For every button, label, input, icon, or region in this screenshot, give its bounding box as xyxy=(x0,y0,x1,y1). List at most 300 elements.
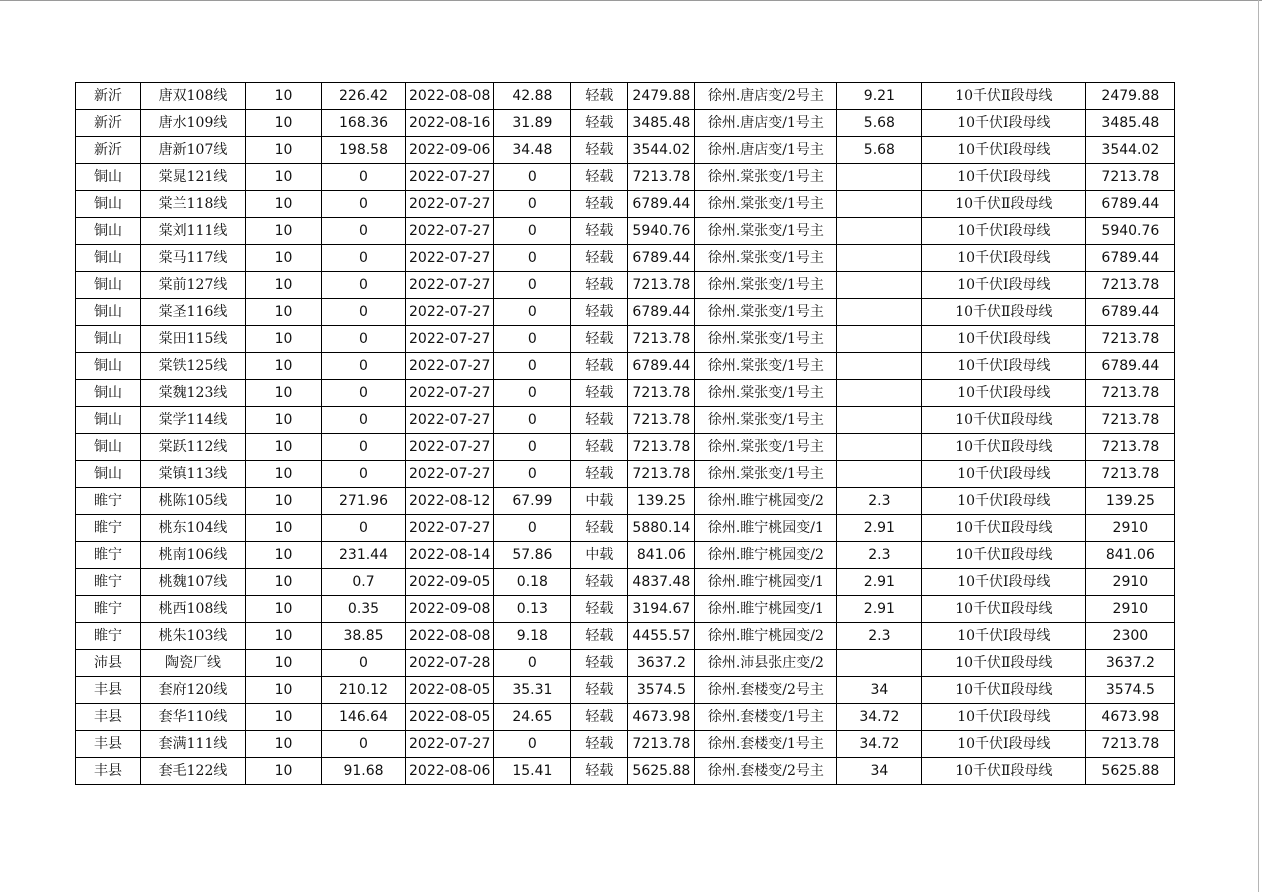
page-top-border xyxy=(0,0,1262,1)
page-right-border xyxy=(1258,0,1259,892)
busbar-cell: 10千伏Ⅰ段母线 xyxy=(922,245,1086,272)
table-row xyxy=(76,515,1175,542)
region-cell: 睢宁 xyxy=(76,569,141,596)
busbar-cell: 10千伏Ⅰ段母线 xyxy=(922,272,1086,299)
voltage-cell: 10 xyxy=(246,191,322,218)
rate-cell: 0 xyxy=(494,245,571,272)
status-cell: 轻载 xyxy=(571,569,628,596)
status-cell: 轻载 xyxy=(571,299,628,326)
impedance-cell: 2.91 xyxy=(837,596,922,623)
voltage-cell: 10 xyxy=(246,623,322,650)
rate-cell: 57.86 xyxy=(494,542,571,569)
rate-cell: 42.88 xyxy=(494,83,571,110)
rate-cell: 24.65 xyxy=(494,704,571,731)
voltage-cell: 10 xyxy=(246,353,322,380)
line-name-cell: 套府120线 xyxy=(141,677,246,704)
line-name-cell: 棠田115线 xyxy=(141,326,246,353)
voltage-cell: 10 xyxy=(246,137,322,164)
capacity2-cell: 7213.78 xyxy=(1086,326,1175,353)
capacity2-cell: 6789.44 xyxy=(1086,299,1175,326)
capacity2-cell: 7213.78 xyxy=(1086,380,1175,407)
status-cell: 轻载 xyxy=(571,434,628,461)
rate-cell: 0 xyxy=(494,218,571,245)
capacity-cell: 5880.14 xyxy=(628,515,695,542)
capacity2-cell: 3485.48 xyxy=(1086,110,1175,137)
load-cell: 0 xyxy=(322,299,406,326)
status-cell: 轻载 xyxy=(571,731,628,758)
status-cell: 轻载 xyxy=(571,461,628,488)
busbar-cell: 10千伏Ⅱ段母线 xyxy=(922,407,1086,434)
table-row xyxy=(76,245,1175,272)
busbar-cell: 10千伏Ⅰ段母线 xyxy=(922,137,1086,164)
busbar-cell: 10千伏Ⅱ段母线 xyxy=(922,191,1086,218)
capacity-cell: 139.25 xyxy=(628,488,695,515)
status-cell: 轻载 xyxy=(571,704,628,731)
status-cell: 轻载 xyxy=(571,380,628,407)
capacity-cell: 7213.78 xyxy=(628,407,695,434)
voltage-cell: 10 xyxy=(246,596,322,623)
region-cell: 新沂 xyxy=(76,83,141,110)
table-row xyxy=(76,488,1175,515)
region-cell: 铜山 xyxy=(76,407,141,434)
busbar-cell: 10千伏Ⅰ段母线 xyxy=(922,623,1086,650)
line-name-cell: 桃陈105线 xyxy=(141,488,246,515)
date-cell: 2022-09-08 xyxy=(406,596,494,623)
capacity2-cell: 6789.44 xyxy=(1086,353,1175,380)
table-row xyxy=(76,164,1175,191)
date-cell: 2022-08-05 xyxy=(406,704,494,731)
load-cell: 210.12 xyxy=(322,677,406,704)
capacity-cell: 5940.76 xyxy=(628,218,695,245)
line-name-cell: 唐水109线 xyxy=(141,110,246,137)
line-name-cell: 棠镇113线 xyxy=(141,461,246,488)
capacity-cell: 6789.44 xyxy=(628,353,695,380)
line-name-cell: 桃魏107线 xyxy=(141,569,246,596)
busbar-cell: 10千伏Ⅰ段母线 xyxy=(922,110,1086,137)
table-body xyxy=(76,83,1175,785)
capacity-cell: 7213.78 xyxy=(628,434,695,461)
load-cell: 226.42 xyxy=(322,83,406,110)
load-cell: 168.36 xyxy=(322,110,406,137)
busbar-cell: 10千伏Ⅱ段母线 xyxy=(922,758,1086,785)
busbar-cell: 10千伏Ⅰ段母线 xyxy=(922,353,1086,380)
capacity-cell: 2479.88 xyxy=(628,83,695,110)
substation-cell: 徐州.睢宁桃园变/1 xyxy=(695,569,837,596)
status-cell: 轻载 xyxy=(571,758,628,785)
table-row xyxy=(76,110,1175,137)
status-cell: 轻载 xyxy=(571,191,628,218)
rate-cell: 0 xyxy=(494,461,571,488)
date-cell: 2022-08-08 xyxy=(406,83,494,110)
status-cell: 轻载 xyxy=(571,272,628,299)
busbar-cell: 10千伏Ⅰ段母线 xyxy=(922,488,1086,515)
voltage-cell: 10 xyxy=(246,677,322,704)
date-cell: 2022-07-27 xyxy=(406,272,494,299)
date-cell: 2022-07-27 xyxy=(406,164,494,191)
substation-cell: 徐州.棠张变/1号主 xyxy=(695,353,837,380)
status-cell: 轻载 xyxy=(571,353,628,380)
status-cell: 中载 xyxy=(571,488,628,515)
capacity2-cell: 6789.44 xyxy=(1086,245,1175,272)
region-cell: 新沂 xyxy=(76,110,141,137)
load-cell: 0 xyxy=(322,272,406,299)
voltage-cell: 10 xyxy=(246,164,322,191)
busbar-cell: 10千伏Ⅱ段母线 xyxy=(922,596,1086,623)
load-cell: 91.68 xyxy=(322,758,406,785)
load-cell: 0 xyxy=(322,380,406,407)
date-cell: 2022-08-12 xyxy=(406,488,494,515)
date-cell: 2022-07-28 xyxy=(406,650,494,677)
date-cell: 2022-07-27 xyxy=(406,434,494,461)
date-cell: 2022-07-27 xyxy=(406,245,494,272)
date-cell: 2022-07-27 xyxy=(406,299,494,326)
line-name-cell: 唐双108线 xyxy=(141,83,246,110)
substation-cell: 徐州.棠张变/1号主 xyxy=(695,326,837,353)
status-cell: 轻载 xyxy=(571,164,628,191)
substation-cell: 徐州.睢宁桃园变/2 xyxy=(695,488,837,515)
date-cell: 2022-08-05 xyxy=(406,677,494,704)
region-cell: 铜山 xyxy=(76,380,141,407)
load-cell: 38.85 xyxy=(322,623,406,650)
line-name-cell: 棠兰118线 xyxy=(141,191,246,218)
substation-cell: 徐州.睢宁桃园变/1 xyxy=(695,515,837,542)
impedance-cell xyxy=(837,353,922,380)
region-cell: 睢宁 xyxy=(76,623,141,650)
region-cell: 沛县 xyxy=(76,650,141,677)
voltage-cell: 10 xyxy=(246,650,322,677)
busbar-cell: 10千伏Ⅱ段母线 xyxy=(922,542,1086,569)
rate-cell: 0 xyxy=(494,650,571,677)
substation-cell: 徐州.套楼变/2号主 xyxy=(695,758,837,785)
voltage-cell: 10 xyxy=(246,515,322,542)
table-row xyxy=(76,137,1175,164)
voltage-cell: 10 xyxy=(246,542,322,569)
capacity-cell: 6789.44 xyxy=(628,299,695,326)
impedance-cell xyxy=(837,272,922,299)
substation-cell: 徐州.棠张变/1号主 xyxy=(695,245,837,272)
substation-cell: 徐州.棠张变/1号主 xyxy=(695,461,837,488)
load-cell: 0 xyxy=(322,731,406,758)
load-cell: 0.35 xyxy=(322,596,406,623)
table-row xyxy=(76,704,1175,731)
date-cell: 2022-08-06 xyxy=(406,758,494,785)
impedance-cell: 34.72 xyxy=(837,731,922,758)
table-row xyxy=(76,758,1175,785)
substation-cell: 徐州.棠张变/1号主 xyxy=(695,407,837,434)
rate-cell: 0 xyxy=(494,380,571,407)
capacity2-cell: 5940.76 xyxy=(1086,218,1175,245)
line-name-cell: 套华110线 xyxy=(141,704,246,731)
capacity-cell: 7213.78 xyxy=(628,380,695,407)
voltage-cell: 10 xyxy=(246,299,322,326)
table-row xyxy=(76,434,1175,461)
substation-cell: 徐州.套楼变/2号主 xyxy=(695,677,837,704)
region-cell: 睢宁 xyxy=(76,488,141,515)
line-name-cell: 桃南106线 xyxy=(141,542,246,569)
capacity2-cell: 6789.44 xyxy=(1086,191,1175,218)
load-cell: 146.64 xyxy=(322,704,406,731)
rate-cell: 31.89 xyxy=(494,110,571,137)
capacity2-cell: 4673.98 xyxy=(1086,704,1175,731)
line-name-cell: 棠圣116线 xyxy=(141,299,246,326)
rate-cell: 0 xyxy=(494,299,571,326)
substation-cell: 徐州.睢宁桃园变/1 xyxy=(695,596,837,623)
rate-cell: 0 xyxy=(494,191,571,218)
line-name-cell: 桃西108线 xyxy=(141,596,246,623)
region-cell: 铜山 xyxy=(76,353,141,380)
status-cell: 轻载 xyxy=(571,515,628,542)
region-cell: 铜山 xyxy=(76,326,141,353)
substation-cell: 徐州.唐店变/1号主 xyxy=(695,137,837,164)
capacity2-cell: 2910 xyxy=(1086,596,1175,623)
capacity-cell: 4455.57 xyxy=(628,623,695,650)
load-cell: 271.96 xyxy=(322,488,406,515)
voltage-cell: 10 xyxy=(246,83,322,110)
impedance-cell: 9.21 xyxy=(837,83,922,110)
line-name-cell: 桃朱103线 xyxy=(141,623,246,650)
capacity-cell: 3194.67 xyxy=(628,596,695,623)
impedance-cell xyxy=(837,299,922,326)
region-cell: 铜山 xyxy=(76,191,141,218)
table-row xyxy=(76,83,1175,110)
load-cell: 0 xyxy=(322,218,406,245)
load-cell: 0 xyxy=(322,164,406,191)
line-name-cell: 陶瓷厂线 xyxy=(141,650,246,677)
region-cell: 丰县 xyxy=(76,677,141,704)
substation-cell: 徐州.棠张变/1号主 xyxy=(695,218,837,245)
busbar-cell: 10千伏Ⅰ段母线 xyxy=(922,326,1086,353)
date-cell: 2022-07-27 xyxy=(406,407,494,434)
region-cell: 铜山 xyxy=(76,245,141,272)
voltage-cell: 10 xyxy=(246,245,322,272)
load-cell: 0 xyxy=(322,407,406,434)
line-name-cell: 唐新107线 xyxy=(141,137,246,164)
busbar-cell: 10千伏Ⅱ段母线 xyxy=(922,650,1086,677)
table-row xyxy=(76,353,1175,380)
table-row xyxy=(76,218,1175,245)
load-cell: 0.7 xyxy=(322,569,406,596)
table-row xyxy=(76,623,1175,650)
rate-cell: 34.48 xyxy=(494,137,571,164)
region-cell: 睢宁 xyxy=(76,515,141,542)
capacity2-cell: 3637.2 xyxy=(1086,650,1175,677)
region-cell: 铜山 xyxy=(76,272,141,299)
busbar-cell: 10千伏Ⅰ段母线 xyxy=(922,164,1086,191)
status-cell: 轻载 xyxy=(571,623,628,650)
load-cell: 198.58 xyxy=(322,137,406,164)
voltage-cell: 10 xyxy=(246,380,322,407)
busbar-cell: 10千伏Ⅰ段母线 xyxy=(922,380,1086,407)
date-cell: 2022-08-14 xyxy=(406,542,494,569)
voltage-cell: 10 xyxy=(246,461,322,488)
rate-cell: 0 xyxy=(494,326,571,353)
line-name-cell: 棠跃112线 xyxy=(141,434,246,461)
region-cell: 睢宁 xyxy=(76,596,141,623)
capacity-cell: 4837.48 xyxy=(628,569,695,596)
rate-cell: 35.31 xyxy=(494,677,571,704)
date-cell: 2022-07-27 xyxy=(406,380,494,407)
load-cell: 0 xyxy=(322,650,406,677)
capacity-cell: 3544.02 xyxy=(628,137,695,164)
voltage-cell: 10 xyxy=(246,110,322,137)
voltage-cell: 10 xyxy=(246,569,322,596)
table-row xyxy=(76,380,1175,407)
capacity-cell: 6789.44 xyxy=(628,191,695,218)
capacity2-cell: 2910 xyxy=(1086,569,1175,596)
substation-cell: 徐州.套楼变/1号主 xyxy=(695,704,837,731)
capacity2-cell: 3574.5 xyxy=(1086,677,1175,704)
load-cell: 0 xyxy=(322,434,406,461)
capacity-cell: 5625.88 xyxy=(628,758,695,785)
voltage-cell: 10 xyxy=(246,758,322,785)
region-cell: 铜山 xyxy=(76,461,141,488)
table-row xyxy=(76,272,1175,299)
substation-cell: 徐州.棠张变/1号主 xyxy=(695,191,837,218)
capacity2-cell: 5625.88 xyxy=(1086,758,1175,785)
impedance-cell xyxy=(837,650,922,677)
capacity2-cell: 7213.78 xyxy=(1086,461,1175,488)
region-cell: 新沂 xyxy=(76,137,141,164)
substation-cell: 徐州.唐店变/2号主 xyxy=(695,83,837,110)
data-table xyxy=(75,82,1175,785)
impedance-cell xyxy=(837,326,922,353)
voltage-cell: 10 xyxy=(246,218,322,245)
table-row xyxy=(76,650,1175,677)
date-cell: 2022-07-27 xyxy=(406,191,494,218)
table-row xyxy=(76,461,1175,488)
impedance-cell: 2.3 xyxy=(837,623,922,650)
region-cell: 丰县 xyxy=(76,704,141,731)
status-cell: 轻载 xyxy=(571,407,628,434)
impedance-cell: 34.72 xyxy=(837,704,922,731)
busbar-cell: 10千伏Ⅰ段母线 xyxy=(922,218,1086,245)
load-cell: 0 xyxy=(322,461,406,488)
substation-cell: 徐州.沛县张庄变/2 xyxy=(695,650,837,677)
table-row xyxy=(76,326,1175,353)
impedance-cell: 2.91 xyxy=(837,515,922,542)
substation-cell: 徐州.套楼变/1号主 xyxy=(695,731,837,758)
rate-cell: 0 xyxy=(494,353,571,380)
rate-cell: 0 xyxy=(494,731,571,758)
status-cell: 轻载 xyxy=(571,245,628,272)
capacity-cell: 7213.78 xyxy=(628,326,695,353)
region-cell: 睢宁 xyxy=(76,542,141,569)
date-cell: 2022-07-27 xyxy=(406,353,494,380)
rate-cell: 0.13 xyxy=(494,596,571,623)
region-cell: 铜山 xyxy=(76,434,141,461)
table-row xyxy=(76,299,1175,326)
status-cell: 轻载 xyxy=(571,83,628,110)
impedance-cell xyxy=(837,461,922,488)
rate-cell: 9.18 xyxy=(494,623,571,650)
date-cell: 2022-07-27 xyxy=(406,731,494,758)
capacity2-cell: 7213.78 xyxy=(1086,272,1175,299)
capacity2-cell: 2479.88 xyxy=(1086,83,1175,110)
load-cell: 0 xyxy=(322,245,406,272)
table-row xyxy=(76,569,1175,596)
table-row xyxy=(76,542,1175,569)
region-cell: 铜山 xyxy=(76,299,141,326)
substation-cell: 徐州.棠张变/1号主 xyxy=(695,272,837,299)
rate-cell: 67.99 xyxy=(494,488,571,515)
table-row xyxy=(76,677,1175,704)
impedance-cell xyxy=(837,434,922,461)
substation-cell: 徐州.唐店变/1号主 xyxy=(695,110,837,137)
voltage-cell: 10 xyxy=(246,326,322,353)
impedance-cell: 2.3 xyxy=(837,542,922,569)
busbar-cell: 10千伏Ⅰ段母线 xyxy=(922,569,1086,596)
capacity2-cell: 841.06 xyxy=(1086,542,1175,569)
capacity-cell: 7213.78 xyxy=(628,272,695,299)
impedance-cell xyxy=(837,164,922,191)
date-cell: 2022-07-27 xyxy=(406,461,494,488)
date-cell: 2022-09-06 xyxy=(406,137,494,164)
line-name-cell: 桃东104线 xyxy=(141,515,246,542)
impedance-cell: 34 xyxy=(837,758,922,785)
date-cell: 2022-08-16 xyxy=(406,110,494,137)
capacity2-cell: 139.25 xyxy=(1086,488,1175,515)
region-cell: 铜山 xyxy=(76,164,141,191)
status-cell: 中载 xyxy=(571,542,628,569)
rate-cell: 0 xyxy=(494,164,571,191)
load-cell: 0 xyxy=(322,515,406,542)
capacity-cell: 3637.2 xyxy=(628,650,695,677)
substation-cell: 徐州.棠张变/1号主 xyxy=(695,434,837,461)
capacity2-cell: 2300 xyxy=(1086,623,1175,650)
date-cell: 2022-08-08 xyxy=(406,623,494,650)
voltage-cell: 10 xyxy=(246,407,322,434)
rate-cell: 0 xyxy=(494,515,571,542)
capacity-cell: 3485.48 xyxy=(628,110,695,137)
load-cell: 231.44 xyxy=(322,542,406,569)
status-cell: 轻载 xyxy=(571,326,628,353)
impedance-cell: 34 xyxy=(837,677,922,704)
capacity2-cell: 7213.78 xyxy=(1086,164,1175,191)
capacity2-cell: 7213.78 xyxy=(1086,434,1175,461)
region-cell: 铜山 xyxy=(76,218,141,245)
load-cell: 0 xyxy=(322,326,406,353)
capacity-cell: 3574.5 xyxy=(628,677,695,704)
substation-cell: 徐州.棠张变/1号主 xyxy=(695,380,837,407)
impedance-cell xyxy=(837,191,922,218)
date-cell: 2022-07-27 xyxy=(406,515,494,542)
busbar-cell: 10千伏Ⅱ段母线 xyxy=(922,434,1086,461)
load-cell: 0 xyxy=(322,353,406,380)
table-row xyxy=(76,596,1175,623)
date-cell: 2022-07-27 xyxy=(406,218,494,245)
impedance-cell xyxy=(837,218,922,245)
capacity-cell: 7213.78 xyxy=(628,731,695,758)
region-cell: 丰县 xyxy=(76,758,141,785)
line-name-cell: 棠学114线 xyxy=(141,407,246,434)
capacity-cell: 7213.78 xyxy=(628,164,695,191)
capacity2-cell: 2910 xyxy=(1086,515,1175,542)
line-name-cell: 棠晁121线 xyxy=(141,164,246,191)
table-row xyxy=(76,191,1175,218)
line-name-cell: 套满111线 xyxy=(141,731,246,758)
voltage-cell: 10 xyxy=(246,434,322,461)
voltage-cell: 10 xyxy=(246,272,322,299)
impedance-cell xyxy=(837,407,922,434)
capacity-cell: 841.06 xyxy=(628,542,695,569)
status-cell: 轻载 xyxy=(571,110,628,137)
substation-cell: 徐州.睢宁桃园变/2 xyxy=(695,542,837,569)
capacity-cell: 4673.98 xyxy=(628,704,695,731)
busbar-cell: 10千伏Ⅱ段母线 xyxy=(922,299,1086,326)
impedance-cell: 5.68 xyxy=(837,137,922,164)
impedance-cell: 2.91 xyxy=(837,569,922,596)
impedance-cell: 2.3 xyxy=(837,488,922,515)
